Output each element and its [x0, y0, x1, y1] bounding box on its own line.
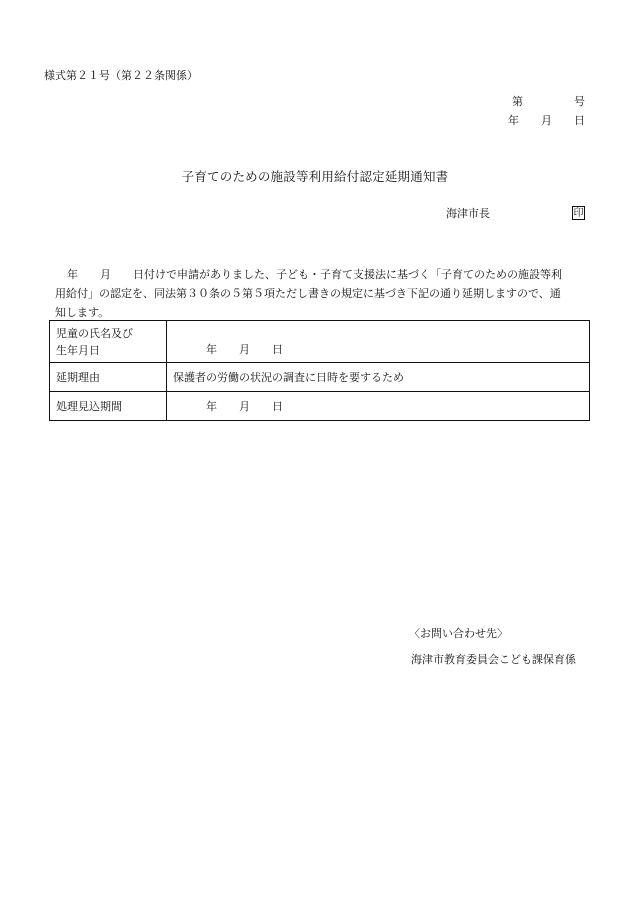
child-label-cell [50, 321, 167, 363]
seal-stamp: 印 [573, 208, 584, 219]
period-label-cell: 処理見込期間 [50, 392, 167, 421]
notice-body-line: 年 月 日付けで申請がありました、子ども・子育て支援法に基づく「子育てのための施設等利 [67, 268, 562, 281]
document-number [512, 96, 585, 107]
table-row-child [50, 321, 590, 363]
document-number-prefix: 第 [512, 95, 523, 108]
child-label-line2: 生年月日 [56, 343, 100, 357]
form-number: 様式第２１号（第２２条関係） [44, 69, 198, 82]
period-year: 年 [206, 399, 217, 413]
table-row-reason [50, 363, 590, 392]
period-value-cell [167, 392, 590, 421]
table-row-period [50, 392, 590, 421]
contact-department: 海津市教育委員会こども課保育係 [411, 653, 576, 666]
issue-date-year: 年 [508, 114, 519, 127]
period-month: 月 [239, 399, 250, 413]
notice-body [55, 265, 590, 322]
child-label-line1: 児童の氏名及び [56, 326, 133, 340]
issue-date [508, 115, 585, 126]
notice-body-line: 用給付」の認定を、同法第３０条の５第５項ただし書きの規定に基づき下記の通り延期しますので、通 [55, 287, 561, 300]
contact-heading: 〈お問い合わせ先〉 [409, 627, 508, 640]
issue-date-day: 日 [574, 114, 585, 127]
child-birth-month: 月 [239, 343, 250, 356]
child-birth-date [173, 344, 283, 355]
issue-date-month: 月 [541, 114, 552, 127]
reason-label-cell: 延期理由 [50, 363, 167, 392]
reason-value-cell: 保護者の労働の状況の調査に日時を要するため [167, 363, 590, 392]
child-value-cell [167, 321, 590, 363]
notice-details-table [49, 320, 590, 421]
notice-body-line: 知します。 [55, 306, 110, 319]
period-day: 日 [272, 399, 283, 413]
child-birth-year: 年 [206, 343, 217, 356]
document-number-suffix: 号 [574, 95, 585, 108]
document-title: 子育てのための施設等利用給付認定延期通知書 [181, 169, 449, 184]
issuer-name: 海津市長 [446, 207, 490, 220]
child-birth-day: 日 [272, 343, 283, 356]
processing-period [173, 401, 283, 412]
